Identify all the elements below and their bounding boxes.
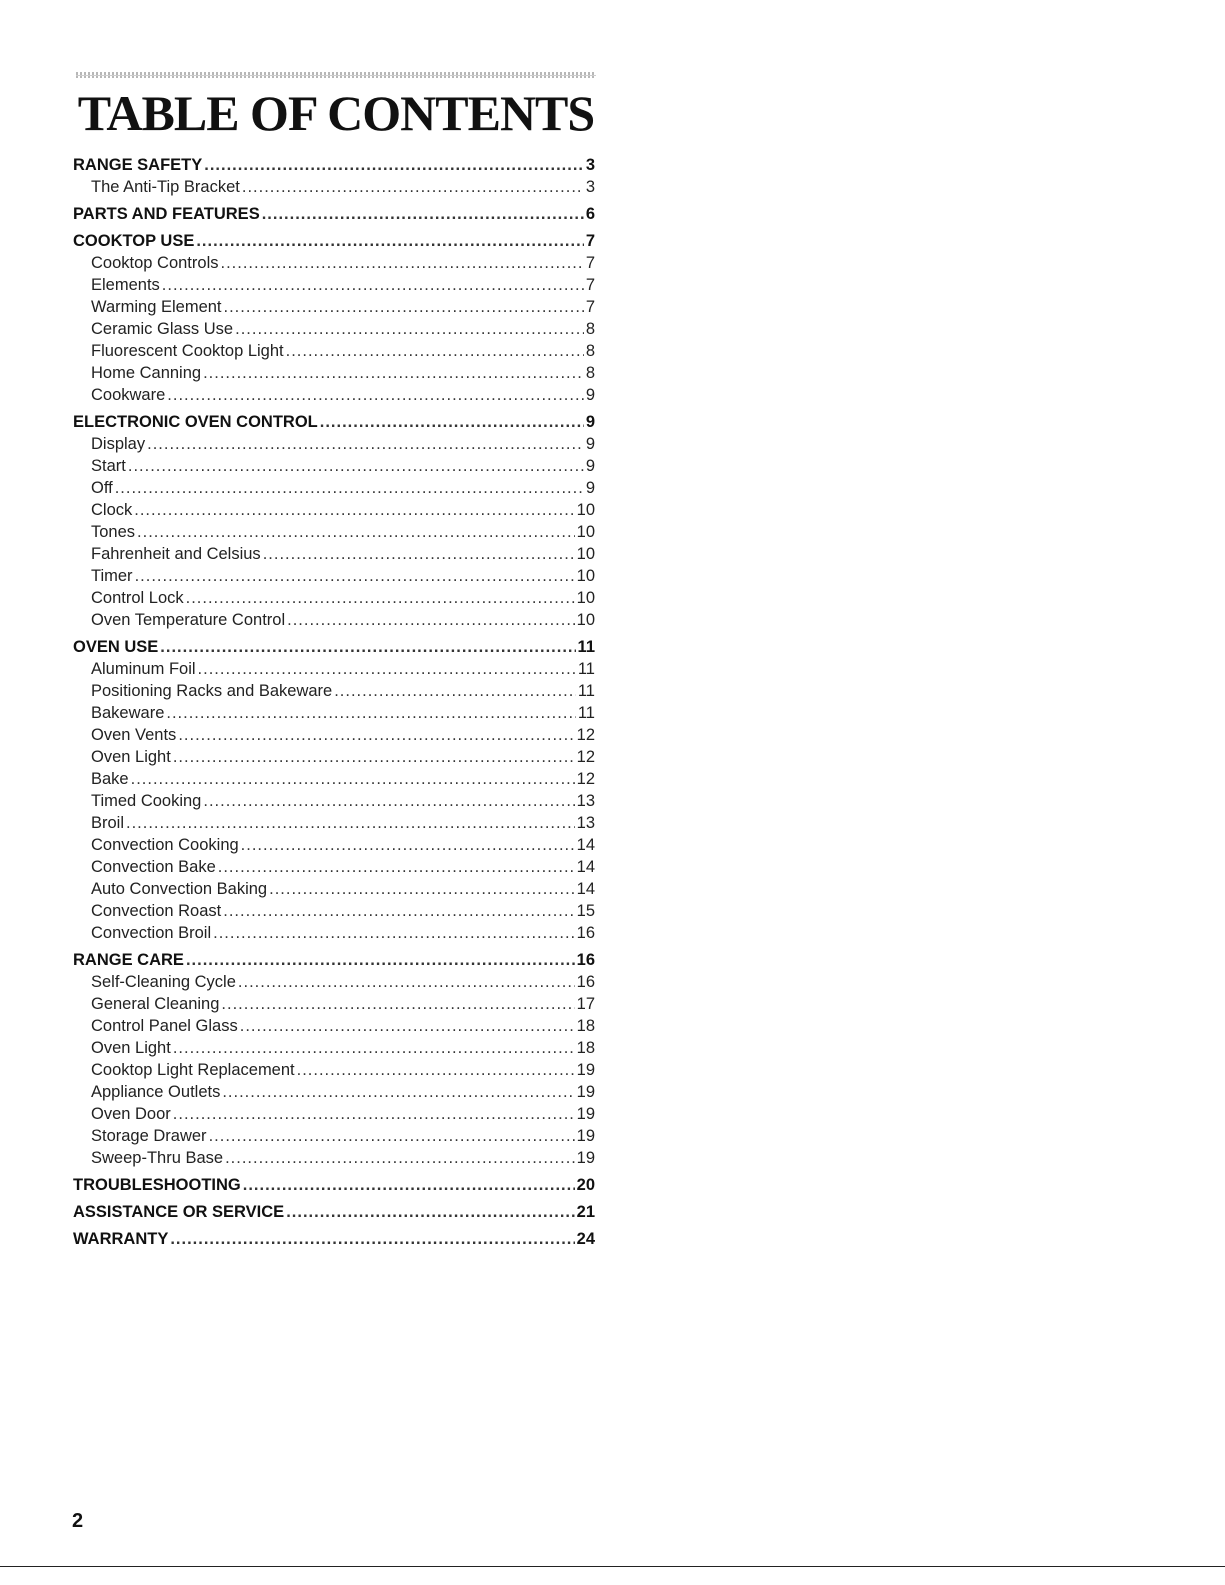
dot-leader [220, 252, 583, 274]
toc-entry-page: 3 [585, 156, 595, 174]
dot-leader [131, 768, 575, 790]
dot-leader [173, 1037, 575, 1059]
dot-leader [178, 724, 574, 746]
toc-subsection-entry [73, 433, 595, 455]
toc-entry-page: 16 [576, 973, 595, 991]
toc-subsection-entry [73, 176, 595, 198]
toc-entry-page: 7 [585, 232, 595, 250]
dot-leader [203, 790, 574, 812]
decorative-header-rule [76, 72, 596, 78]
toc-entry-label: Positioning Racks and Bakeware [91, 682, 333, 700]
toc-entry-label: Fluorescent Cooktop Light [91, 342, 284, 360]
toc-subsection-entry [73, 680, 595, 702]
toc-entry-page: 10 [576, 523, 595, 541]
dot-leader [186, 587, 575, 609]
toc-subsection-entry [73, 834, 595, 856]
toc-subsection-entry [73, 587, 595, 609]
toc-subsection-entry [73, 362, 595, 384]
toc-entry-page: 12 [576, 748, 595, 766]
toc-entry-page: 11 [577, 704, 595, 722]
toc-subsection-entry [73, 1147, 595, 1169]
dot-leader [287, 609, 575, 631]
toc-subsection-entry [73, 1081, 595, 1103]
toc-entry-label: Elements [91, 276, 160, 294]
toc-section-entry [73, 949, 595, 971]
toc-entry-label: Aluminum Foil [91, 660, 196, 678]
toc-entry-label: RANGE CARE [73, 951, 184, 969]
dot-leader [242, 176, 584, 198]
toc-entry-label: Bake [91, 770, 129, 788]
toc-subsection-entry [73, 1037, 595, 1059]
dot-leader [204, 154, 584, 176]
toc-subsection-entry [73, 922, 595, 944]
toc-subsection-entry [73, 340, 595, 362]
toc-entry-page: 9 [585, 435, 595, 453]
dot-leader [160, 636, 575, 658]
toc-subsection-entry [73, 746, 595, 768]
toc-subsection-entry [73, 1015, 595, 1037]
toc-entry-page: 10 [576, 501, 595, 519]
dot-leader [166, 702, 575, 724]
toc-entry-page: 14 [576, 836, 595, 854]
toc-entry-label: PARTS AND FEATURES [73, 205, 260, 223]
toc-entry-label: Start [91, 457, 126, 475]
toc-entry-page: 24 [576, 1230, 595, 1248]
toc-section-entry [73, 411, 595, 433]
dot-leader [218, 856, 575, 878]
toc-entry-page: 8 [585, 342, 595, 360]
toc-subsection-entry [73, 856, 595, 878]
toc-subsection-entry [73, 318, 595, 340]
toc-entry-page: 6 [585, 205, 595, 223]
toc-entry-label: Cooktop Controls [91, 254, 219, 272]
toc-entry-page: 14 [576, 880, 595, 898]
toc-entry-page: 7 [585, 298, 595, 316]
toc-entry-label: Storage Drawer [91, 1127, 207, 1145]
toc-section-entry [73, 154, 595, 176]
toc-subsection-entry [73, 1125, 595, 1147]
toc-entry-label: WARRANTY [73, 1230, 169, 1248]
toc-entry-page: 14 [576, 858, 595, 876]
toc-entry-label: TROUBLESHOOTING [73, 1176, 241, 1194]
toc-subsection-entry [73, 296, 595, 318]
toc-entry-page: 13 [576, 792, 595, 810]
toc-entry-label: Sweep-Thru Base [91, 1149, 224, 1167]
toc-entry-page: 10 [576, 611, 595, 629]
toc-entry-page: 12 [576, 726, 595, 744]
dot-leader [235, 318, 584, 340]
dot-leader [238, 971, 575, 993]
toc-entry-label: Oven Temperature Control [91, 611, 286, 629]
toc-entry-page: 10 [576, 545, 595, 563]
toc-section-entry [73, 203, 595, 225]
dot-leader [243, 1174, 575, 1196]
toc-entry-page: 10 [576, 589, 595, 607]
dot-leader [115, 477, 584, 499]
toc-entry-label: Cooktop Light Replacement [91, 1061, 295, 1079]
toc-entry-label: Oven Door [91, 1105, 171, 1123]
toc-entry-page: 20 [576, 1176, 595, 1194]
toc-entry-label: Warming Element [91, 298, 222, 316]
dot-leader [186, 949, 575, 971]
dot-leader [196, 230, 583, 252]
toc-entry-label: ASSISTANCE OR SERVICE [73, 1203, 285, 1221]
toc-subsection-entry [73, 878, 595, 900]
toc-entry-label: Off [91, 479, 113, 497]
toc-entry-label: Auto Convection Baking [91, 880, 268, 898]
dot-leader [221, 993, 574, 1015]
toc-entry-page: 21 [576, 1203, 595, 1221]
dot-leader [240, 1015, 575, 1037]
toc-entry-page: 17 [576, 995, 595, 1013]
dot-leader [126, 812, 575, 834]
toc-entry-label: Convection Roast [91, 902, 222, 920]
toc-entry-label: Timer [91, 567, 133, 585]
toc-entry-label: Bakeware [91, 704, 165, 722]
toc-subsection-entry [73, 252, 595, 274]
toc-subsection-entry [73, 543, 595, 565]
toc-subsection-entry [73, 274, 595, 296]
toc-entry-page: 16 [576, 951, 595, 969]
toc-subsection-entry [73, 971, 595, 993]
toc-entry-page: 9 [585, 479, 595, 497]
toc-entry-label: Ceramic Glass Use [91, 320, 234, 338]
toc-entry-label: Convection Bake [91, 858, 216, 876]
dot-leader [147, 433, 584, 455]
dot-leader [170, 1228, 574, 1250]
toc-entry-page: 18 [576, 1039, 595, 1057]
toc-entry-label: Tones [91, 523, 136, 541]
toc-entry-label: Appliance Outlets [91, 1083, 221, 1101]
toc-subsection-entry [73, 724, 595, 746]
dot-leader [286, 1201, 574, 1223]
dot-leader [263, 543, 575, 565]
toc-entry-label: Self-Cleaning Cycle [91, 973, 236, 991]
toc-entry-label: Convection Broil [91, 924, 212, 942]
toc-entry-label: Oven Light [91, 1039, 171, 1057]
toc-entry-label: OVEN USE [73, 638, 159, 656]
toc-subsection-entry [73, 565, 595, 587]
toc-entry-page: 3 [585, 178, 595, 196]
toc-entry-page: 12 [576, 770, 595, 788]
toc-entry-page: 9 [585, 413, 595, 431]
dot-leader [213, 922, 575, 944]
dot-leader [198, 658, 576, 680]
page-title: TABLE OF CONTENTS [77, 85, 595, 141]
toc-subsection-entry [73, 455, 595, 477]
dot-leader [137, 521, 575, 543]
dot-leader [224, 296, 584, 318]
dot-leader [262, 203, 584, 225]
toc-entry-page: 8 [585, 320, 595, 338]
dot-leader [223, 900, 574, 922]
toc-subsection-entry [73, 477, 595, 499]
toc-entry-page: 9 [585, 457, 595, 475]
toc-section-entry [73, 1174, 595, 1196]
toc-entry-label: Control Panel Glass [91, 1017, 238, 1035]
toc-subsection-entry [73, 521, 595, 543]
toc-entry-label: Display [91, 435, 146, 453]
toc-entry-page: 19 [576, 1127, 595, 1145]
toc-subsection-entry [73, 702, 595, 724]
toc-subsection-entry [73, 1059, 595, 1081]
toc-subsection-entry [73, 609, 595, 631]
dot-leader [173, 746, 575, 768]
dot-leader [209, 1125, 575, 1147]
dot-leader [297, 1059, 575, 1081]
toc-entry-label: Broil [91, 814, 125, 832]
dot-leader [162, 274, 584, 296]
toc-entry-page: 7 [585, 254, 595, 272]
dot-leader [286, 340, 584, 362]
toc-entry-label: Convection Cooking [91, 836, 239, 854]
toc-entry-page: 19 [576, 1083, 595, 1101]
toc-entry-page: 9 [585, 386, 595, 404]
toc-entry-page: 8 [585, 364, 595, 382]
toc-subsection-entry [73, 658, 595, 680]
page-number: 2 [72, 1510, 84, 1532]
toc-subsection-entry [73, 499, 595, 521]
toc-entry-label: ELECTRONIC OVEN CONTROL [73, 413, 318, 431]
toc-entry-label: Timed Cooking [91, 792, 202, 810]
toc-section-entry [73, 1201, 595, 1223]
toc-entry-page: 19 [576, 1105, 595, 1123]
dot-leader [269, 878, 575, 900]
toc-entry-page: 18 [576, 1017, 595, 1035]
toc-entry-label: Cookware [91, 386, 166, 404]
toc-entry-page: 19 [576, 1061, 595, 1079]
toc-section-entry [73, 636, 595, 658]
toc-section-entry [73, 230, 595, 252]
dot-leader [167, 384, 584, 406]
bottom-divider [0, 1566, 1225, 1567]
toc-entry-page: 16 [576, 924, 595, 942]
toc-entry-page: 11 [577, 682, 595, 700]
toc-entry-label: The Anti-Tip Bracket [91, 178, 240, 196]
toc-entry-label: Clock [91, 501, 133, 519]
dot-leader [173, 1103, 575, 1125]
toc-entry-label: Fahrenheit and Celsius [91, 545, 261, 563]
toc-entry-page: 13 [576, 814, 595, 832]
toc-entry-page: 11 [577, 638, 595, 656]
dot-leader [241, 834, 575, 856]
toc-section-entry [73, 1228, 595, 1250]
dot-leader [134, 499, 574, 521]
toc-entry-page: 19 [576, 1149, 595, 1167]
toc-entry-label: COOKTOP USE [73, 232, 195, 250]
dot-leader [222, 1081, 574, 1103]
toc-entry-page: 7 [585, 276, 595, 294]
toc-subsection-entry [73, 768, 595, 790]
toc-subsection-entry [73, 1103, 595, 1125]
toc-entry-label: Oven Light [91, 748, 171, 766]
toc-subsection-entry [73, 790, 595, 812]
dot-leader [135, 565, 575, 587]
dot-leader [334, 680, 576, 702]
toc-entry-page: 11 [577, 660, 595, 678]
dot-leader [320, 411, 584, 433]
toc-subsection-entry [73, 384, 595, 406]
toc-entry-label: Home Canning [91, 364, 202, 382]
toc-entry-label: General Cleaning [91, 995, 220, 1013]
toc-subsection-entry [73, 812, 595, 834]
toc-entry-page: 10 [576, 567, 595, 585]
toc-subsection-entry [73, 900, 595, 922]
table-of-contents [73, 154, 595, 1250]
toc-entry-label: Oven Vents [91, 726, 177, 744]
toc-subsection-entry [73, 993, 595, 1015]
toc-entry-label: Control Lock [91, 589, 184, 607]
dot-leader [128, 455, 584, 477]
dot-leader [203, 362, 584, 384]
toc-entry-label: RANGE SAFETY [73, 156, 203, 174]
dot-leader [225, 1147, 575, 1169]
toc-entry-page: 15 [576, 902, 595, 920]
